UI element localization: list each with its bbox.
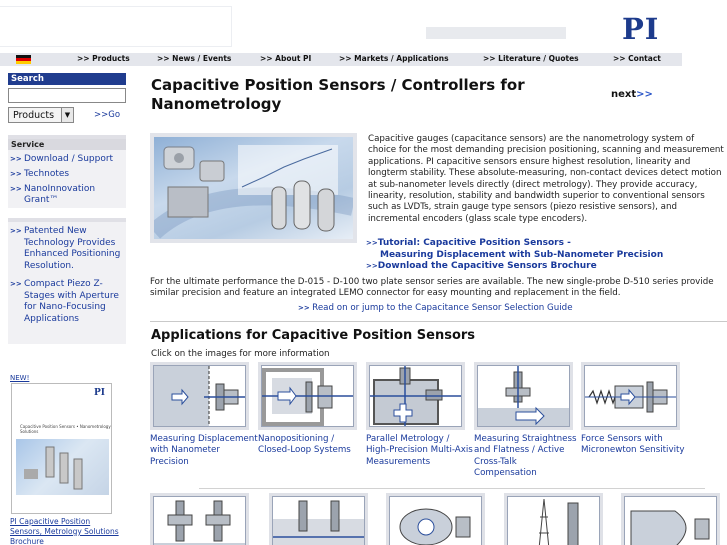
app-tile-row2-5[interactable]	[621, 493, 720, 545]
app-tile-diagram	[507, 496, 600, 545]
service-box	[8, 135, 126, 208]
tile-row-divider	[199, 488, 705, 489]
search-controls	[8, 107, 126, 123]
performance-paragraph: For the ultimate performance the D-015 - D-100 two plate sensor series are available. The new single-probe D-510 series provide similar precision and feature an integrated LEMO connector for easy mounting and replacement in the field.	[150, 277, 714, 299]
doc-links	[366, 238, 663, 273]
news-item-technology[interactable]	[8, 226, 126, 272]
app-caption-parallel-metrology[interactable]: Parallel Metrology / High-Precision Multi-Axis Measurements	[366, 434, 473, 467]
pi-logo[interactable]: PI	[622, 12, 660, 46]
next-label: next	[611, 89, 637, 100]
app-tile-row2-2[interactable]	[269, 493, 368, 545]
app-tile-row2-4[interactable]	[504, 493, 603, 545]
applications-title: Applications for Capacitive Position Sensors	[151, 328, 476, 343]
nav-contact[interactable]: >> Contact	[613, 54, 661, 63]
brochure-logo: PI	[94, 388, 105, 398]
double-chevron-icon: >>	[10, 185, 22, 193]
app-tile-diagram	[261, 365, 354, 427]
brochure-download-link[interactable]	[366, 261, 663, 273]
applications-subtitle: Click on the images for more information	[151, 349, 330, 359]
banner	[0, 0, 727, 52]
app-tile-diagram	[477, 365, 570, 427]
search-go-button[interactable]: >>Go	[94, 110, 121, 120]
news-item-label[interactable]: Compact Piezo Z-Stages with Aperture for Nano-Focusing Applications	[24, 279, 119, 324]
chevron-down-icon[interactable]: ▼	[61, 108, 73, 122]
tutorial-link-line1[interactable]: Tutorial: Capacitive Position Sensors -	[377, 238, 571, 248]
next-arrow-icon: >>	[636, 89, 653, 100]
hero-image[interactable]	[150, 133, 357, 243]
app-tile-parallel-metrology[interactable]	[366, 362, 465, 430]
brochure-download-label[interactable]: Download the Capacitive Sensors Brochure	[377, 261, 597, 271]
double-chevron-icon: >>	[298, 304, 313, 312]
service-item-label[interactable]: NanoInnovation Grant™	[24, 184, 96, 205]
nav-literature-quotes[interactable]: >> Literature / Quotes	[483, 54, 579, 63]
hero-photo	[154, 137, 353, 239]
app-caption-nanopositioning[interactable]: Nanopositioning / Closed-Loop Systems	[258, 434, 351, 456]
nav-products[interactable]: >> Products	[77, 54, 130, 63]
brochure-cover-image[interactable]	[11, 383, 112, 514]
app-tile-row2-3[interactable]	[386, 493, 485, 545]
app-tile-diagram	[153, 365, 246, 427]
app-tile-diagram	[624, 496, 717, 545]
intro-paragraph: Capacitive gauges (capacitance sensors) are the nanometrology system of choice for the most demanding precision positioning, scanning and measurement applications. PI capacitive sensors ensure highest resolution, linearity and longterm stability. These absolute-measuring, non-contact devices detect motion at sub-nanometer levels directly (direct metrology). They provide accuracy, linearity, resolution, stability and bandwidth superior to conventional sensors such as LVDTs, strain gauge type sensors (piezo resistive sensors), and incremental encoders (glass scale type encoders).	[368, 134, 724, 224]
app-caption-force-sensors[interactable]: Force Sensors with Micronewton Sensitivity	[581, 434, 685, 456]
service-item-grant[interactable]	[8, 184, 126, 206]
news-box	[8, 218, 126, 344]
double-chevron-icon: >>	[10, 227, 22, 235]
app-tile-diagram	[369, 365, 462, 427]
double-chevron-icon: >>	[366, 239, 378, 247]
app-caption-displacement[interactable]: Measuring Displacement with Nanometer Precision	[150, 434, 258, 467]
app-tile-straightness[interactable]	[474, 362, 573, 430]
app-tile-displacement[interactable]	[150, 362, 249, 430]
search-category-select[interactable]	[8, 107, 74, 123]
select-value: Products	[13, 109, 55, 121]
search-heading: Search	[8, 73, 126, 85]
service-item-label[interactable]: Technotes	[24, 169, 70, 179]
app-tile-row2-1[interactable]	[150, 493, 249, 545]
top-nav	[0, 53, 682, 66]
brochure-link[interactable]: PI Capacitive Position Sensors, Metrology Solutions Brochure	[10, 517, 119, 545]
banner-left-panel	[0, 6, 232, 47]
tutorial-link[interactable]	[366, 238, 663, 250]
selection-guide-link[interactable]	[298, 303, 573, 313]
app-tile-diagram	[584, 365, 677, 427]
app-tile-diagram	[272, 496, 365, 545]
news-item-z-stages[interactable]	[8, 279, 126, 325]
brochure-photo	[16, 439, 109, 495]
double-chevron-icon: >>	[366, 262, 378, 270]
app-tile-diagram	[153, 496, 246, 545]
double-chevron-icon: >>	[10, 280, 22, 288]
search-input[interactable]	[8, 88, 126, 103]
nav-about-pi[interactable]: >> About PI	[260, 54, 312, 63]
app-tile-diagram	[389, 496, 482, 545]
app-caption-straightness[interactable]: Measuring Straightness and Flatness / Active Cross-Talk Compensation	[474, 434, 577, 479]
page-title: Capacitive Position Sensors / Controllers for Nanometrology	[151, 76, 525, 113]
sidebar-search	[8, 73, 126, 123]
next-button[interactable]	[611, 89, 653, 100]
nav-markets-applications[interactable]: >> Markets / Applications	[339, 54, 449, 63]
selection-guide-label[interactable]: Read on or jump to the Capacitance Sensor Selection Guide	[312, 303, 573, 313]
double-chevron-icon: >>	[10, 155, 22, 163]
service-item-technotes[interactable]	[8, 169, 126, 180]
tutorial-link-line2[interactable]: Measuring Displacement with Sub-Nanometer Precision	[380, 249, 664, 260]
new-label[interactable]: NEW!	[10, 374, 30, 382]
service-item-label[interactable]: Download / Support	[24, 154, 114, 164]
brochure-title: Capacitive Position Sensors • Nanometrology Solutions	[20, 424, 111, 434]
app-tile-nanopositioning[interactable]	[258, 362, 357, 430]
news-item-label[interactable]: Patented New Technology Provides Enhanced Positioning Resolution.	[24, 226, 121, 271]
service-heading: Service	[8, 139, 126, 150]
app-tile-force-sensors[interactable]	[581, 362, 680, 430]
service-item-download[interactable]	[8, 154, 126, 165]
banner-strip	[426, 27, 566, 39]
nav-news-events[interactable]: >> News / Events	[157, 54, 232, 63]
section-divider	[150, 321, 727, 322]
double-chevron-icon: >>	[10, 170, 22, 178]
german-flag-icon[interactable]	[16, 55, 31, 64]
